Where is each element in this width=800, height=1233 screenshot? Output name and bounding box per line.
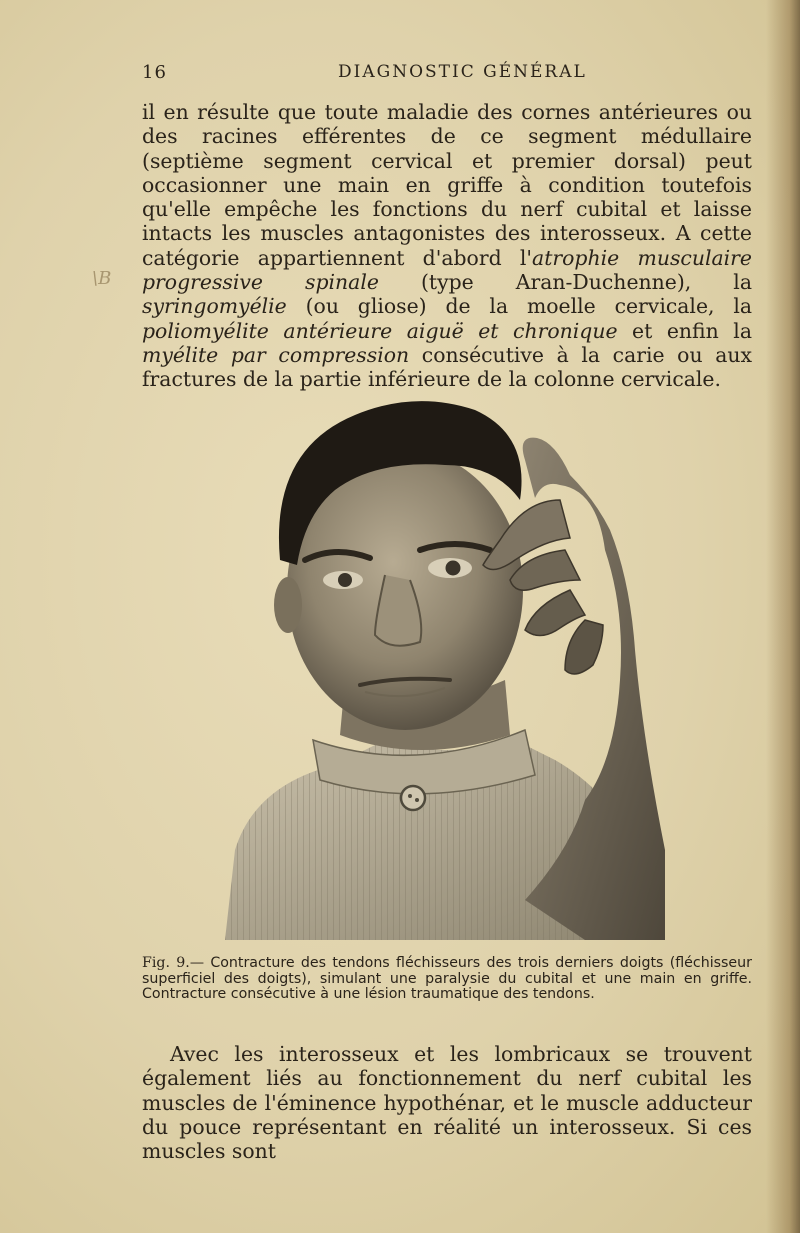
- figure-9-photograph: [225, 380, 675, 940]
- patient-portrait-illustration: [225, 380, 675, 940]
- figure-caption: [142, 956, 752, 1003]
- italic-term-poliomyelite: poliomyélite antérieure aiguë et chronique: [142, 318, 618, 343]
- page-header: [142, 62, 752, 86]
- figure-label: Fig. 9.—: [142, 955, 205, 971]
- paragraph-1-text-e: consécutive à la carie ou aux fractures de la partie inférieure de la colonne cervicale.: [142, 342, 752, 392]
- margin-pencil-mark: \B: [92, 268, 112, 289]
- italic-term-atrophie: atrophie musculaire progressive spinale: [142, 245, 752, 295]
- running-head: DIAGNOSTIC GÉNÉRAL: [338, 62, 587, 82]
- page-number: 16: [142, 62, 167, 83]
- figure-caption-text: Contracture des tendons fléchisseurs des trois derniers doigts (fléchisseur superficiel des doigts), simulant une paralysie du cubital et une main en griffe. Contracture consécutive à une lésion traumatique des tendons.: [142, 955, 752, 1002]
- thumb: [565, 620, 603, 674]
- finger-curled: [525, 590, 585, 636]
- paragraph-1-text-d: et enfin la: [617, 318, 752, 343]
- italic-term-syringomyelie: syringomyélie: [142, 294, 287, 319]
- paragraph-1: [142, 100, 752, 392]
- italic-term-myelite: myélite par compression: [142, 342, 410, 367]
- paragraph-1-text-b: (type Aran-Duchenne), la: [378, 270, 752, 295]
- paragraph-2: Avec les interosseux et les lombricaux se trouvent également liés au fonctionnement du nerf cubital les muscles de l'éminence hypothénar, et le muscle adducteur du pouce représentant en réalité un interosseux. Si ces muscles sont: [142, 1042, 752, 1164]
- paragraph-1-text-a: il en résulte que toute maladie des cornes antérieures ou des racines efférentes de ce segment médullaire (septième segment cervical et premier dorsal) peut occasionner une main en griffe à condition toutefois qu'elle empêche les fonctions du nerf cubital et laisse intacts les muscles antagonistes des interosseux. A cette catégorie appartiennent d'abord l': [142, 100, 752, 270]
- page-gutter-shadow: [766, 0, 800, 1233]
- paragraph-1-text-c: (ou gliose) de la moelle cervicale, la: [286, 294, 752, 319]
